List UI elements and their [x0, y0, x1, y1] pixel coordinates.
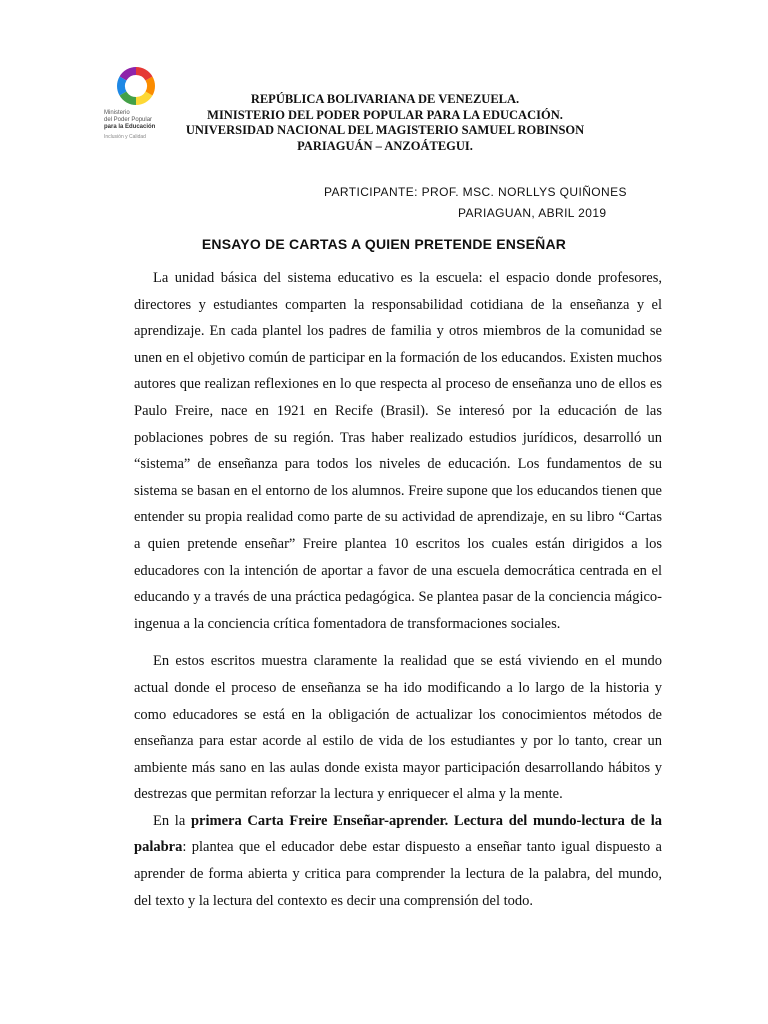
- logo-line2: del Poder Popular: [104, 117, 153, 123]
- paragraph-3-rest: : plantea que el educador debe estar dispuesto a enseñar tanto igual dispuesto a aprender de forma abierta y critica para comprender la lectura de la palabra, del mundo, del texto y la lectura del contexto es decir una comprensión del todo.: [134, 839, 662, 909]
- paragraph-1: La unidad básica del sistema educativo es la escuela: el espacio donde profesores, directores y estudiantes comparten la responsabilidad cotidiana de la enseñanza y el aprendizaje. En cada plantel los padres de familia y otros miembros de la comunidad se unen en el objetivo común de participar en la formación de los educandos. Existen muchos autores que realizan reflexiones en lo que respecta al proceso de enseñanza uno de ellos es Paulo Freire, nace en 1921 en Recife (Brasil). Se interesó por la educación de las poblaciones pobres de su región. Tras haber realizado estudios jurídicos, desarrolló un “sistema” de enseñanza para todos los niveles de educación. Los fundamentos de su sistema se basan en el entorno de los alumnos. Freire supone que los educandos tienen que entender su propia realidad como parte de su actividad de aprendizaje, en su libro “Cartas a quien pretende enseñar” Freire plantea 10 escritos los cuales están dirigidos a los educadores con la intención de aportar a favor de una escuela democrática centrada en el educando y a través de una práctica pedagógica. Se plantea pasar de la conciencia mágico-ingenua a la conciencia crítica fomentadora de transformaciones sociales.: [134, 270, 662, 632]
- header-line3: UNIVERSIDAD NACIONAL DEL MAGISTERIO SAMUEL ROBINSON: [185, 123, 585, 137]
- place-date: PARIAGUAN, ABRIL 2019: [458, 206, 607, 220]
- header-line4: PARIAGUÁN – ANZOÁTEGUI.: [297, 138, 473, 153]
- logo-line1: Ministerio: [104, 110, 130, 116]
- essay-title: ENSAYO DE CARTAS A QUIEN PRETENDE ENSEÑAR: [201, 236, 567, 252]
- paragraph-3-intro: En la: [153, 812, 191, 829]
- emblem-segment: [121, 79, 123, 94]
- paragraph-3: [134, 808, 662, 914]
- essay-body: [134, 265, 662, 914]
- logo-tagline: Inclusión y Calidad: [104, 134, 146, 140]
- logo-line3: para la Educación: [104, 124, 156, 130]
- header-line1: REPÚBLICA BOLIVARIANA DE VENEZUELA.: [250, 92, 520, 106]
- paragraph-3-bold: primera Carta Freire Enseñar-aprender. Lectura del mundo-lectura de la palabra: [134, 812, 662, 856]
- paragraph-2: En estos escritos muestra claramente la realidad que se está viviendo en el mundo actual donde el proceso de enseñanza se ha ido modificando a lo largo de la historia y como educadores se está en la obligación de actualizar los conocimientos métodos de enseñanza para estar acorde al estilo de vida de los estudiantes y por lo tanto, crear un ambiente más sano en las aulas donde exista mayor participación desarrollando hábitos y destrezas que permitan reforzar la lectura y enriquecer el alma y la mente.: [134, 653, 662, 803]
- participant-info: [324, 182, 627, 224]
- participant-name: PARTICIPANTE: PROF. MSC. NORLLYS QUIÑONES: [324, 185, 627, 199]
- institution-header: [150, 92, 620, 154]
- header-line2: MINISTERIO DEL PODER POPULAR PARA LA EDUCACIÓN.: [207, 107, 563, 122]
